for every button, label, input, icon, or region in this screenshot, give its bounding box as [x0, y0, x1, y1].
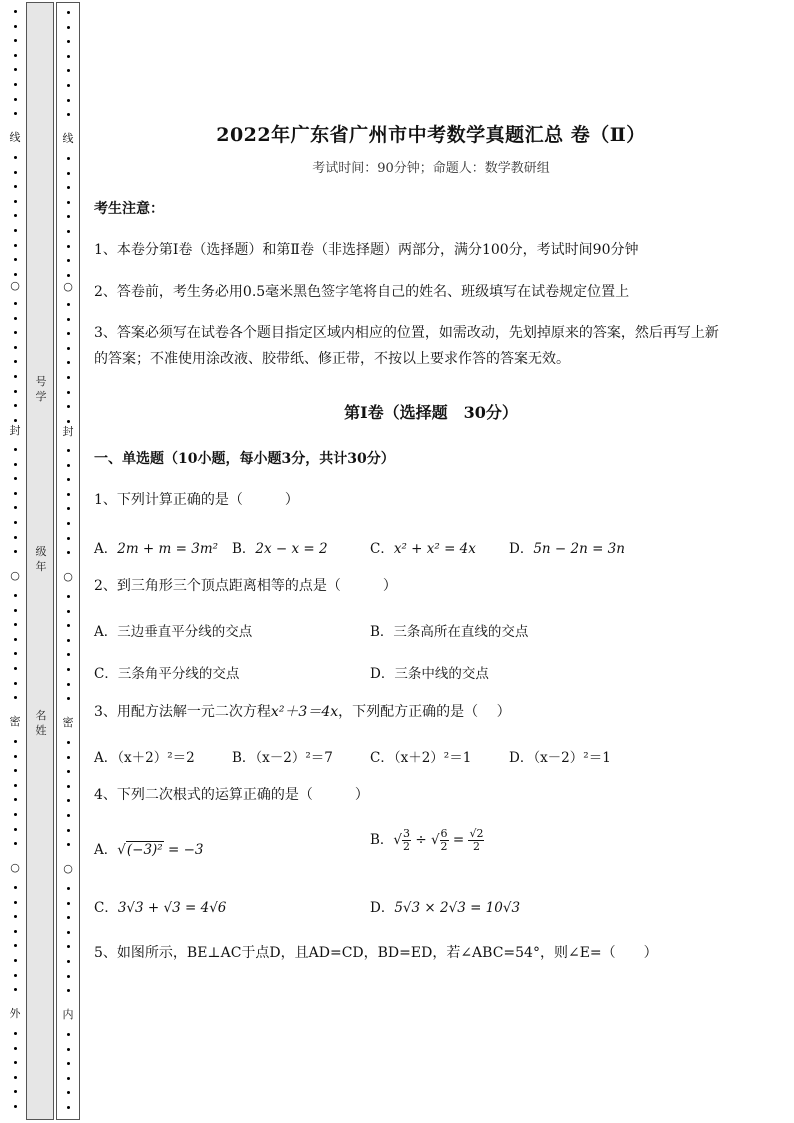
question-5-stem: 5、如图所示，BE⊥AC于点D，且AD=CD，BD=ED，若∠ABC=54°，则∠E=（ ）	[94, 945, 658, 961]
inner-dot	[67, 186, 70, 189]
question-3-option-b[interactable]: B．（x－2）²＝7	[232, 750, 333, 766]
outer-dot	[14, 390, 17, 393]
outer-dot	[14, 404, 17, 407]
option-c-math: x² + x² = 4x	[393, 541, 476, 557]
inner-dot	[67, 756, 70, 759]
inner-marker: 密	[62, 716, 74, 729]
outer-dot	[14, 755, 17, 758]
inner-dot	[67, 639, 70, 642]
outer-marker: 外	[9, 1007, 21, 1020]
outer-dot	[14, 1090, 17, 1093]
part-heading: 一、单选题（10小题，每小题3分，共计30分）	[94, 451, 395, 467]
outer-dot	[14, 740, 17, 743]
outer-dot	[14, 302, 17, 305]
option-a-radicand: (−3)²	[126, 842, 163, 858]
outer-dot	[14, 1076, 17, 1079]
inner-dot	[67, 916, 70, 919]
option-d-label: D．	[509, 541, 534, 557]
inner-dot	[67, 843, 70, 846]
inner-dot	[67, 814, 70, 817]
question-4-stem: 4、下列二次根式的运算正确的是（ ）	[94, 787, 369, 803]
notice-item-3-line-1: 3、答案必须写在试卷各个题目指定区域内相应的位置，如需改动，先划掉原来的答案，然后再写上新	[94, 325, 719, 341]
inner-dot	[67, 653, 70, 656]
question-2-option-a[interactable]: A．三边垂直平分线的交点	[94, 624, 253, 640]
outer-marker: ○	[8, 862, 22, 874]
outer-dot	[14, 156, 17, 159]
inner-dot	[67, 420, 70, 423]
inner-dot	[67, 303, 70, 306]
option-a-label: A．	[94, 842, 118, 858]
question-3-option-a[interactable]: A．（x＋2）²＝2	[94, 750, 195, 766]
outer-dot	[14, 638, 17, 641]
outer-dot	[14, 492, 17, 495]
question-1-option-a[interactable]	[94, 537, 218, 557]
inner-dot	[67, 595, 70, 598]
inner-marker: ○	[61, 281, 75, 293]
outer-dot	[14, 550, 17, 553]
inner-dot	[67, 201, 70, 204]
outer-marker: 封	[9, 424, 21, 437]
inner-dot	[67, 1077, 70, 1080]
inner-dot	[67, 55, 70, 58]
outer-dot	[14, 652, 17, 655]
outer-dot	[14, 360, 17, 363]
outer-dot	[14, 1032, 17, 1035]
inner-marker: 封	[62, 425, 74, 438]
name-label: 名姓	[35, 709, 47, 737]
outer-dot	[14, 521, 17, 524]
inner-dot	[67, 551, 70, 554]
notice-item-1: 1、本卷分第I卷（选择题）和第Ⅱ卷（非选择题）两部分，满分100分，考试时间90分钟	[94, 242, 639, 258]
outer-dot	[14, 828, 17, 831]
inner-dot	[67, 902, 70, 905]
inner-dot	[67, 215, 70, 218]
fraction-3: $\frac{√2}{2}$	[469, 827, 484, 853]
outer-dot	[14, 98, 17, 101]
inner-dot	[67, 785, 70, 788]
inner-dot	[67, 259, 70, 262]
fraction-1: $\frac{3}{2}$	[403, 827, 411, 853]
question-2-option-b[interactable]: B．三条高所在直线的交点	[370, 624, 529, 640]
outer-dot	[14, 419, 17, 422]
outer-dot	[14, 609, 17, 612]
outer-marker: ○	[8, 280, 22, 292]
question-1-stem: 1、下列计算正确的是（ ）	[94, 492, 299, 508]
outer-dot	[14, 798, 17, 801]
outer-dot	[14, 886, 17, 889]
inner-dot	[67, 69, 70, 72]
fraction-2: $\frac{6}{2}$	[440, 827, 448, 853]
outer-dot	[14, 1047, 17, 1050]
inner-dot	[67, 230, 70, 233]
student-number-label: 号学	[35, 375, 47, 403]
outer-dot	[14, 477, 17, 480]
outer-dot	[14, 200, 17, 203]
outer-dot	[14, 54, 17, 57]
question-3-stem-pre: 3、用配方法解一元二次方程	[94, 704, 271, 720]
inner-dot	[67, 40, 70, 43]
option-b-math: 2x − x = 2	[255, 541, 328, 557]
inner-dot	[67, 318, 70, 321]
inner-dot-line	[57, 7, 81, 1117]
inner-dot	[67, 449, 70, 452]
outer-dot	[14, 375, 17, 378]
outer-dot	[14, 944, 17, 947]
outer-dot	[14, 842, 17, 845]
notice-item-3-line-2: 的答案；不准使用涂改液、胶带纸、修正带，不按以上要求作答的答案无效。	[94, 351, 570, 367]
outer-dot	[14, 185, 17, 188]
outer-marker: 线	[9, 131, 21, 144]
outer-dot	[14, 959, 17, 962]
option-d-math: 5√3 × 2√3 = 10√3	[394, 900, 521, 916]
question-4-option-a[interactable]: A．√(−3)² = −3	[94, 842, 204, 858]
inner-dot	[67, 361, 70, 364]
question-3-option-c[interactable]: C．（x＋2）²＝1	[370, 750, 472, 766]
outer-dot	[14, 244, 17, 247]
inner-dot	[67, 887, 70, 890]
outer-dot	[14, 974, 17, 977]
inner-dot	[67, 1048, 70, 1051]
inner-dot	[67, 274, 70, 277]
outer-dot-line	[4, 6, 28, 1116]
inner-dot	[67, 537, 70, 540]
inner-dot	[67, 770, 70, 773]
question-2-stem: 2、到三角形三个顶点距离相等的点是（ ）	[94, 578, 397, 594]
outer-dot	[14, 273, 17, 276]
inner-dot	[67, 332, 70, 335]
inner-dot	[67, 931, 70, 934]
outer-dot	[14, 83, 17, 86]
inner-dot	[67, 157, 70, 160]
inner-dot	[67, 741, 70, 744]
outer-dot	[14, 214, 17, 217]
outer-dot	[14, 623, 17, 626]
inner-marker: 内	[62, 1008, 74, 1021]
outer-dot	[14, 696, 17, 699]
inner-dot	[67, 975, 70, 978]
outer-dot	[14, 171, 17, 174]
inner-dot	[67, 829, 70, 832]
outer-dot	[14, 901, 17, 904]
outer-dot	[14, 68, 17, 71]
outer-dot	[14, 594, 17, 597]
notice-item-2: 2、答卷前，考生务必用0.5毫米黑色签字笔将自己的姓名、班级填写在试卷规定位置上	[94, 284, 630, 300]
option-c-label: C．	[370, 541, 394, 557]
inner-dot	[67, 84, 70, 87]
section-title: 第I卷（选择题 30分）	[344, 403, 518, 422]
exam-info: 考试时间：90分钟；命题人：数学教研组	[312, 161, 550, 176]
option-b-label: B．	[370, 832, 394, 848]
outer-dot	[14, 930, 17, 933]
question-3-equation: x²＋3＝4x	[270, 704, 339, 720]
inner-dot	[67, 610, 70, 613]
inner-dot	[67, 405, 70, 408]
inner-marker: ○	[61, 571, 75, 583]
inner-dot	[67, 945, 70, 948]
inner-dot	[67, 697, 70, 700]
outer-dot	[14, 25, 17, 28]
question-1-option-b[interactable]	[232, 537, 328, 557]
inner-dot	[67, 113, 70, 116]
question-3-option-d[interactable]: D．（x－2）²＝1	[509, 750, 611, 766]
outer-dot	[14, 112, 17, 115]
inner-dot	[67, 1062, 70, 1065]
outer-dot	[14, 915, 17, 918]
question-4-option-d[interactable]	[370, 896, 520, 916]
inner-dot	[67, 683, 70, 686]
option-a-result: = −3	[163, 842, 204, 858]
inner-marker: 线	[62, 132, 74, 145]
inner-dot	[67, 391, 70, 394]
question-1-option-c[interactable]	[370, 537, 476, 557]
outer-dot	[14, 229, 17, 232]
outer-dot	[14, 667, 17, 670]
outer-dot	[14, 1105, 17, 1108]
outer-dot	[14, 536, 17, 539]
outer-dot	[14, 682, 17, 685]
inner-dot	[67, 960, 70, 963]
outer-marker: 密	[9, 715, 21, 728]
option-d-math: 5n − 2n = 3n	[533, 541, 625, 557]
outer-dot	[14, 10, 17, 13]
inner-dot	[67, 1033, 70, 1036]
question-2-option-d[interactable]: D．三条中线的交点	[370, 666, 489, 682]
inner-dot	[67, 478, 70, 481]
outer-dot	[14, 506, 17, 509]
outer-dot	[14, 448, 17, 451]
inner-dot	[67, 1106, 70, 1109]
question-3-stem	[94, 699, 511, 726]
inner-dot	[67, 507, 70, 510]
outer-dot	[14, 463, 17, 466]
question-4-option-c[interactable]	[94, 896, 226, 916]
inner-dot	[67, 989, 70, 992]
outer-dot	[14, 813, 17, 816]
binding-margin-outer	[0, 0, 26, 1123]
option-a-label: A．	[94, 541, 118, 557]
inner-dot	[67, 172, 70, 175]
outer-dot	[14, 346, 17, 349]
outer-dot	[14, 769, 17, 772]
grade-label: 级年	[35, 545, 47, 573]
inner-dot	[67, 799, 70, 802]
question-1-option-d[interactable]	[509, 537, 625, 557]
option-a-math: 2m + m = 3m²	[117, 541, 219, 557]
inner-marker: ○	[61, 863, 75, 875]
option-c-label: C．	[94, 900, 118, 916]
option-b-label: B．	[232, 541, 256, 557]
inner-dot	[67, 1091, 70, 1094]
option-c-math: 3√3 + √3 = 4√6	[117, 900, 227, 916]
inner-dot	[67, 376, 70, 379]
outer-dot	[14, 258, 17, 261]
inner-dot	[67, 11, 70, 14]
question-2-option-c[interactable]: C．三条角平分线的交点	[94, 666, 240, 682]
outer-dot	[14, 784, 17, 787]
inner-dot	[67, 624, 70, 627]
inner-dot	[67, 99, 70, 102]
notice-heading: 考生注意：	[94, 201, 164, 217]
outer-dot	[14, 988, 17, 991]
page-title: 2022年广东省广州市中考数学真题汇总 卷（Ⅱ）	[216, 124, 646, 146]
inner-dot	[67, 245, 70, 248]
outer-marker: ○	[8, 570, 22, 582]
outer-dot	[14, 331, 17, 334]
inner-dot	[67, 668, 70, 671]
question-3-stem-post: ，下列配方正确的是（ ）	[338, 704, 511, 720]
inner-dot	[67, 522, 70, 525]
outer-dot	[14, 1061, 17, 1064]
inner-dot	[67, 464, 70, 467]
inner-dot	[67, 347, 70, 350]
inner-dot	[67, 493, 70, 496]
outer-dot	[14, 39, 17, 42]
option-d-label: D．	[370, 900, 395, 916]
question-4-option-b[interactable]: B．√ $\frac{3}{2}$ ÷ √ $\frac{6}{2}$ = $\frac{√2}{2}$	[370, 827, 484, 853]
outer-dot	[14, 317, 17, 320]
inner-dot	[67, 26, 70, 29]
binding-margin-inner	[56, 2, 80, 1120]
